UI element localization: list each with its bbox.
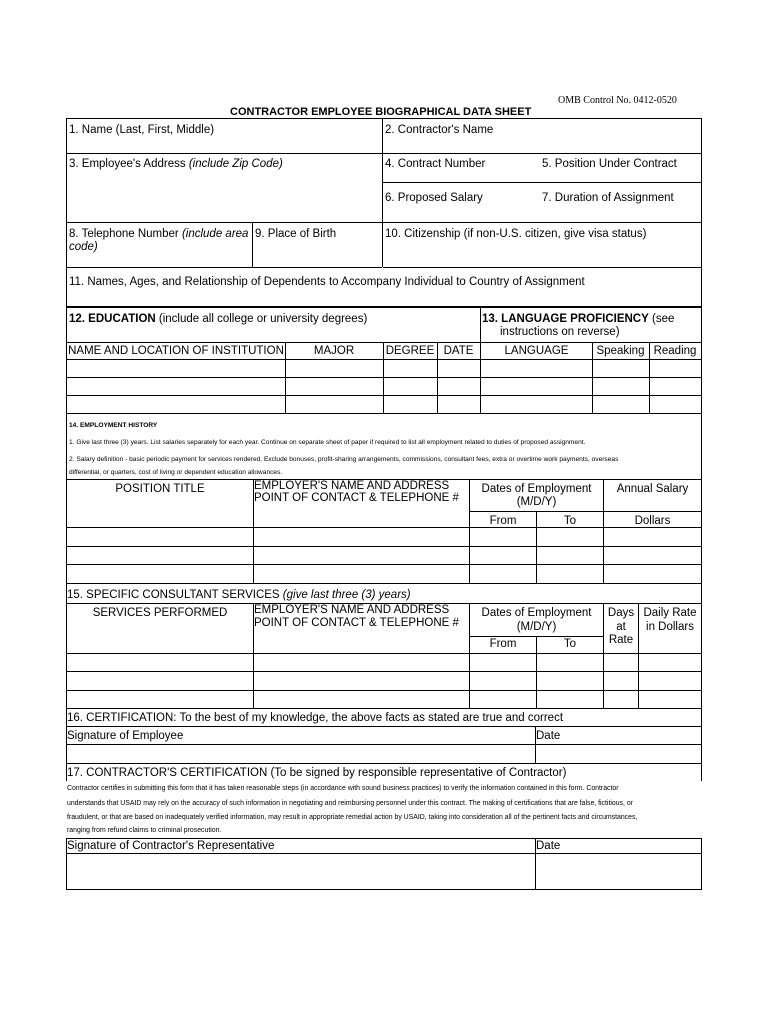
education-col-date: DATE [443, 345, 474, 357]
consultant-col-to: To [563, 638, 577, 650]
employment-col-to: To [563, 515, 577, 527]
field-telephone-label-cont: code) [69, 241, 98, 253]
omb-control-number: OMB Control No. 0412-0520 [558, 95, 677, 106]
education-title: 12. EDUCATION (include all college or university degrees) [69, 313, 368, 325]
contractor-signature-field[interactable] [67, 854, 534, 888]
employment-col-position: POSITION TITLE [115, 483, 205, 495]
field-citizenship-label: 10. Citizenship (if non-U.S. citizen, give visa status) [385, 228, 647, 240]
certification-title: 16. CERTIFICATION: To the best of my knowledge, the above facts as stated are true and correct [67, 712, 564, 724]
employment-rows[interactable] [67, 528, 701, 582]
consultant-col-dates: Dates of Employment [481, 607, 592, 619]
field-contract-number-label: 4. Contract Number [385, 158, 486, 170]
employment-col-dollars: Dollars [634, 515, 671, 527]
form-title: CONTRACTOR EMPLOYEE BIOGRAPHICAL DATA SHEET [230, 106, 532, 118]
field-proposed-salary-label: 6. Proposed Salary [385, 192, 483, 204]
consultant-col-services: SERVICES PERFORMED [92, 607, 228, 619]
contractor-date-label: Date [536, 840, 561, 852]
consultant-col-daily-rate-dollars: in Dollars [646, 621, 694, 633]
employment-instruction-2: 2. Salary definition - basic periodic payment for services rendered. Exclude bonuses, profit-sharing arrangements, commissions, consultant fees, extra or overtime work payments, overseas [69, 456, 619, 463]
contractor-signature-label: Signature of Contractor's Representative [67, 840, 275, 852]
field-duration-label: 7. Duration of Assignment [542, 192, 674, 204]
name-input-area[interactable] [67, 138, 381, 152]
consultant-col-contact: POINT OF CONTACT & TELEPHONE # [254, 617, 459, 629]
education-col-institution: NAME AND LOCATION OF INSTITUTION [68, 345, 284, 357]
language-title: 13. LANGUAGE PROFICIENCY (see [482, 313, 675, 325]
employment-col-from: From [489, 515, 517, 527]
consultant-col-days: Days [607, 607, 635, 619]
consultant-col-employer: EMPLOYER'S NAME AND ADDRESS [254, 604, 450, 616]
field-telephone-label: 8. Telephone Number (include area [69, 228, 249, 240]
employment-instruction-3: differential, or quarters, cost of living or dependent education allowances. [69, 469, 283, 476]
employment-col-employer: EMPLOYER'S NAME AND ADDRESS [254, 480, 450, 492]
address-input-area[interactable] [67, 172, 381, 220]
contractor-certification-text-3: fraudulent, or that are based on inadequately verified information, may result in appropriate remedial action by USAID, taking into consideration all of the pertinent facts and circumstances, [67, 814, 638, 821]
language-col-speaking: Speaking [596, 345, 645, 357]
consultant-col-from: From [489, 638, 517, 650]
contractor-certification-title: 17. CONTRACTOR'S CERTIFICATION (To be signed by responsible representative of Contractor) [67, 767, 567, 779]
employee-signature-label: Signature of Employee [67, 730, 184, 742]
contractor-certification-text-2: understands that USAID may rely on the accuracy of such information in negotiating and reimbursing personnel under this contract. The making of certifications that are false, fictitious, or [67, 800, 633, 807]
consultant-col-daily-rate: Daily Rate [643, 607, 697, 619]
education-col-major: MAJOR [313, 345, 355, 357]
education-language-rows[interactable] [67, 360, 701, 412]
education-col-degree: DEGREE [385, 345, 435, 357]
contractor-name-input-area[interactable] [383, 138, 700, 152]
employment-col-dates-format: (M/D/Y) [516, 496, 557, 508]
consultant-col-days-at: at [616, 621, 626, 633]
field-contractor-name-label: 2. Contractor's Name [385, 124, 494, 136]
language-col-language: LANGUAGE [504, 345, 569, 357]
field-dependents-label: 11. Names, Ages, and Relationship of Dependents to Accompany Individual to Country of Assignment [69, 276, 585, 288]
contractor-date-field[interactable] [536, 854, 700, 888]
employment-title: 14. EMPLOYMENT HISTORY [69, 422, 158, 429]
consultant-rows[interactable] [67, 654, 701, 707]
contractor-certification-text-4: ranging from refund claims to criminal prosecution. [67, 827, 222, 834]
employment-col-dates: Dates of Employment [481, 483, 592, 495]
consultant-col-days-rate: Rate [608, 634, 634, 646]
contractor-certification-text-1: Contractor certifies in submitting this form that it has taken reasonable steps (in accordance with sound business practices) to verify the information contained in this form. Contractor [67, 785, 619, 792]
employment-col-salary: Annual Salary [616, 483, 689, 495]
field-address-label: 3. Employee's Address (include Zip Code) [69, 158, 283, 170]
language-col-reading: Reading [653, 345, 697, 357]
employee-date-field[interactable] [536, 745, 700, 762]
employment-instruction-1: 1. Give last three (3) years. List salaries separately for each year. Continue on separate sheet of paper if required to list all employment related to duties of proposed assignment. [69, 439, 586, 446]
employee-date-label: Date [536, 730, 561, 742]
consultant-col-dates-format: (M/D/Y) [516, 621, 557, 633]
consultant-title: 15. SPECIFIC CONSULTANT SERVICES (give last three (3) years) [67, 589, 411, 601]
field-birthplace-label: 9. Place of Birth [255, 228, 337, 240]
employee-signature-field[interactable] [67, 745, 534, 762]
field-name-label: 1. Name (Last, First, Middle) [69, 124, 215, 136]
employment-col-contact: POINT OF CONTACT & TELEPHONE # [254, 492, 459, 504]
language-note: instructions on reverse) [500, 326, 620, 338]
field-position-label: 5. Position Under Contract [542, 158, 677, 170]
